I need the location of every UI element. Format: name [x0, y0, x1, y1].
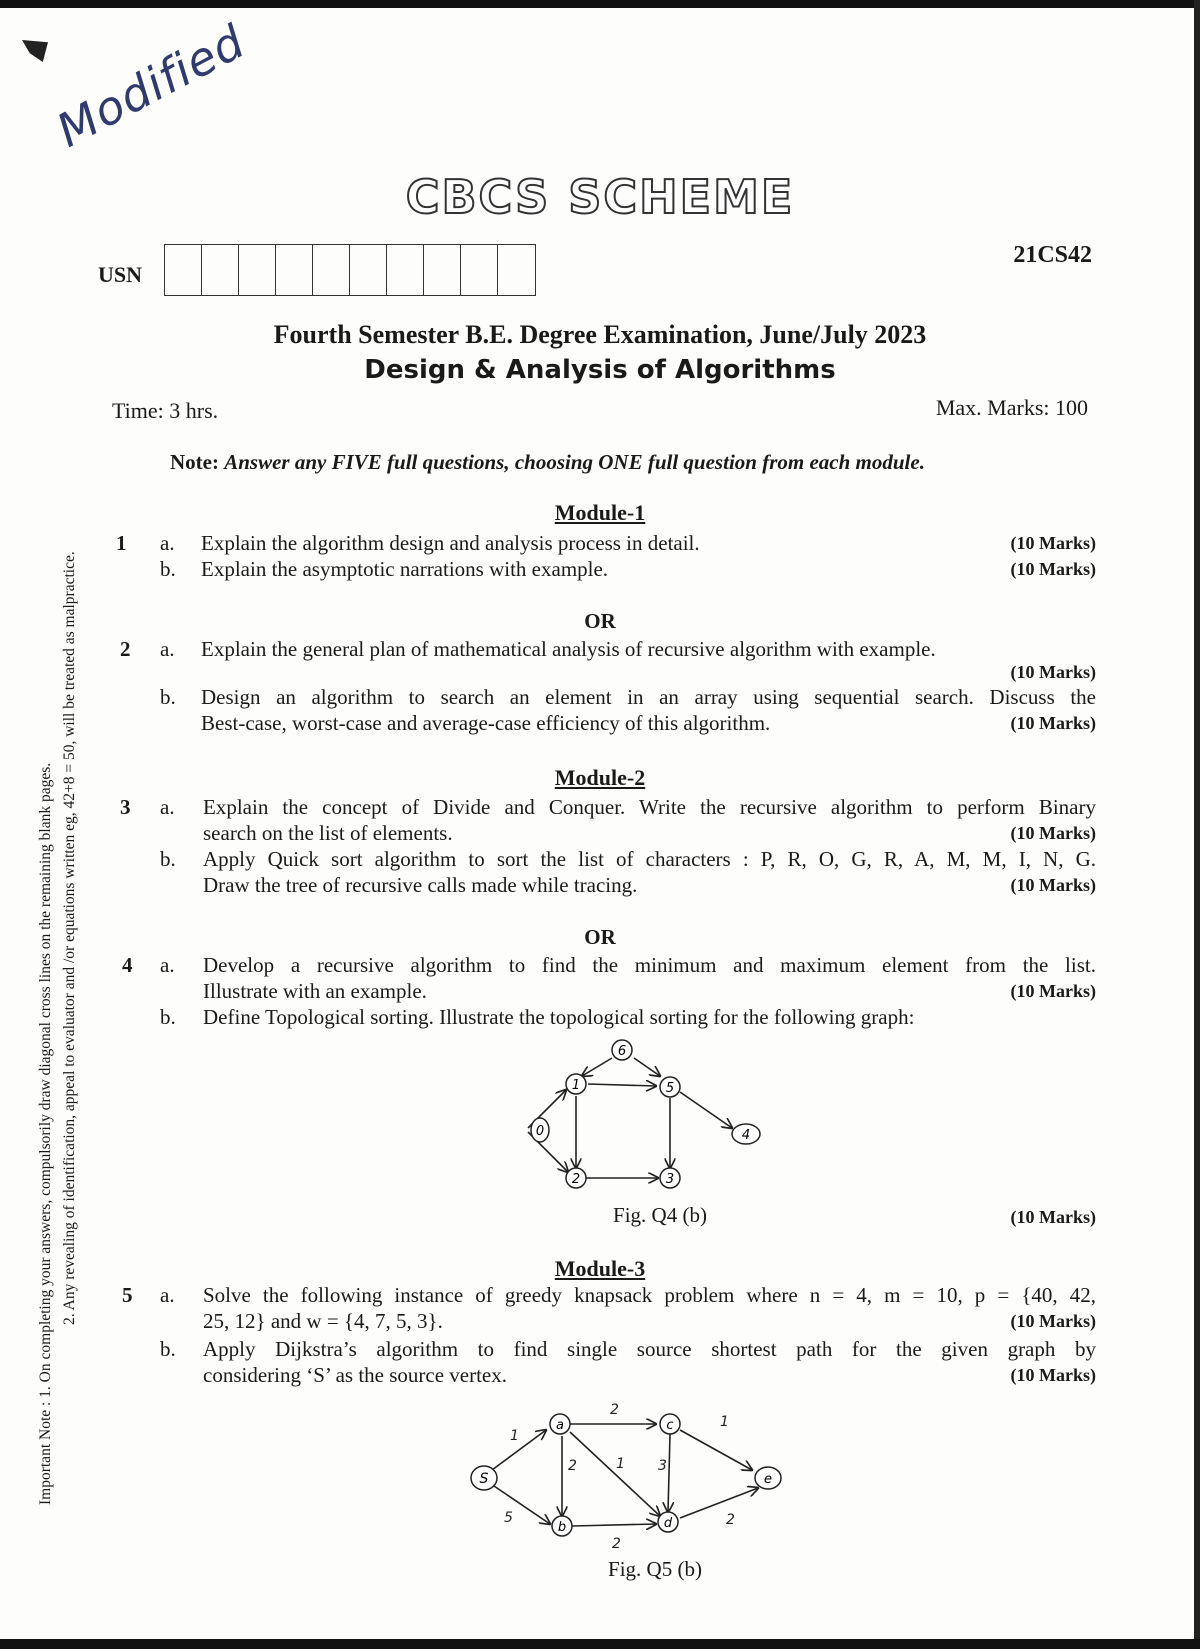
usn-digit-box: [239, 245, 276, 295]
q2-number: 2: [120, 637, 131, 661]
subject-code: 21CS42: [1013, 242, 1092, 268]
q1a-marks: (10 Marks): [1010, 533, 1096, 553]
weight-ab: 2: [568, 1458, 577, 1474]
note-text: Answer any FIVE full questions, choosing ONE full question from each module.: [224, 450, 925, 474]
svg-text:1: 1: [571, 1078, 581, 1093]
edge-d-e: [680, 1488, 758, 1518]
q4a-marks: (10 Marks): [1010, 981, 1096, 1001]
weight-sa: 1: [510, 1428, 519, 1444]
q2a-label: a.: [160, 637, 175, 661]
usn-digit-box: [276, 245, 313, 295]
exam-time: Time: 3 hrs.: [112, 398, 219, 423]
usn-digit-box: [387, 245, 424, 295]
node-4: [732, 1124, 760, 1144]
q3a-label: a.: [160, 795, 175, 819]
q5b-line2: considering ‘S’ as the source vertex.: [203, 1363, 508, 1387]
handwritten-note: Modified: [48, 14, 254, 158]
q3b-label: b.: [160, 847, 176, 871]
q5b-label: b.: [160, 1337, 176, 1361]
usn-boxes: [164, 244, 536, 296]
edge-6-1: [582, 1058, 612, 1076]
q3b-line1: Apply Quick sort algorithm to sort the list of characters : P, R, O, G, R, A, M, M, I, N, G.: [203, 847, 1096, 871]
q3a-line2: search on the list of elements.: [203, 821, 453, 845]
edge-c-d: [668, 1434, 670, 1512]
usn-digit-box: [313, 245, 350, 295]
corner-mark: [22, 40, 48, 62]
q3b-line2: Draw the tree of recursive calls made while tracing.: [203, 873, 638, 897]
node-e: [755, 1467, 781, 1489]
edge-c-e: [680, 1430, 752, 1470]
edge-b-d: [572, 1524, 656, 1526]
weight-bd: 2: [612, 1536, 621, 1552]
q4-number: 4: [122, 953, 133, 977]
node-1: [566, 1074, 586, 1094]
node-5: [660, 1077, 680, 1097]
scan-top-edge: [0, 0, 1200, 8]
svg-text:5: 5: [665, 1081, 675, 1096]
svg-text:c: c: [666, 1418, 674, 1433]
usn-digit-box: [350, 245, 387, 295]
instructions-note: [170, 450, 925, 475]
q3-number: 3: [120, 795, 131, 819]
weight-ad: 1: [616, 1456, 625, 1472]
svg-text:e: e: [764, 1472, 772, 1487]
q5a-label: a.: [160, 1283, 175, 1307]
q2b-marks: (10 Marks): [1010, 713, 1096, 733]
node-3: [660, 1168, 680, 1188]
q4b-label: b.: [160, 1005, 176, 1029]
q1b-label: b.: [160, 557, 176, 581]
or-divider-1: OR: [584, 609, 616, 633]
q2b-line1: Design an algorithm to search an element in an array using sequential search. Discuss the: [201, 685, 1096, 709]
node-c: [660, 1414, 680, 1434]
node-a: [550, 1414, 570, 1434]
svg-text:S: S: [479, 1471, 489, 1487]
max-marks: Max. Marks: 100: [935, 395, 1088, 420]
module-2-heading: Module-2: [554, 765, 646, 790]
q1-number: 1: [116, 531, 127, 555]
fig-q5b-caption: Fig. Q5 (b): [608, 1557, 702, 1581]
node-6: [612, 1040, 632, 1060]
node-d: [658, 1512, 678, 1532]
svg-text:b: b: [557, 1520, 567, 1535]
q5-number: 5: [122, 1283, 133, 1307]
exam-title: Fourth Semester B.E. Degree Examination, June/July 2023: [273, 320, 927, 349]
q5b-line1: Apply Dijkstra’s algorithm to find single source shortest path for the given graph by: [203, 1337, 1096, 1361]
q3a-line1: Explain the concept of Divide and Conquer. Write the recursive algorithm to perform Binary: [203, 795, 1096, 819]
edge-1-5: [588, 1084, 656, 1086]
fig-q4b-caption: Fig. Q4 (b): [613, 1203, 707, 1227]
q5a-line1: Solve the following instance of greedy knapsack problem where n = 4, m = 10, p = {40, 42,: [203, 1283, 1096, 1307]
dijkstra-graph: [470, 1388, 830, 1552]
q4a-line1: Develop a recursive algorithm to find the minimum and maximum element from the list.: [203, 953, 1096, 977]
or-divider-2: OR: [584, 925, 616, 949]
q1b-text: Explain the asymptotic narrations with example.: [201, 557, 609, 581]
note-label: Note:: [170, 450, 219, 474]
q4b-marks: (10 Marks): [1010, 1207, 1096, 1227]
node-0: [531, 1118, 549, 1142]
svg-text:6: 6: [617, 1044, 627, 1059]
edge-s-b: [494, 1486, 550, 1524]
scan-bottom-edge: [0, 1639, 1200, 1649]
q2a-marks: (10 Marks): [1010, 662, 1096, 682]
scheme-title: CBCS SCHEME: [405, 170, 795, 224]
weight-ce: 1: [720, 1414, 729, 1430]
node-s: [471, 1466, 497, 1490]
usn-label: USN: [98, 262, 143, 287]
usn-digit-box: [424, 245, 461, 295]
svg-text:d: d: [663, 1516, 673, 1531]
module-1-heading: Module-1: [554, 500, 646, 525]
subject-title: Design & Analysis of Algorithms: [364, 355, 836, 385]
edge-5-4: [680, 1092, 732, 1128]
module-3-heading: Module-3: [554, 1256, 646, 1281]
svg-text:a: a: [556, 1418, 564, 1433]
important-note-line2: 2. Any revealing of identification, appeal to evaluator and /or equations written eg, 42+8 = 50, will be treated as malpractice.: [61, 551, 78, 1325]
q1a-label: a.: [160, 531, 175, 555]
topological-graph: [520, 1032, 800, 1192]
edge-s-a: [492, 1430, 546, 1470]
svg-text:0: 0: [535, 1124, 545, 1139]
node-2: [566, 1168, 586, 1188]
q1a-text: Explain the algorithm design and analysis process in detail.: [201, 531, 700, 555]
edge-a-d: [570, 1432, 660, 1516]
q5a-marks: (10 Marks): [1010, 1311, 1096, 1331]
q5a-line2: 25, 12} and w = {4, 7, 5, 3}.: [203, 1309, 443, 1333]
usn-digit-box: [498, 245, 535, 295]
scan-right-edge: [1194, 0, 1200, 1649]
q2b-line2: Best-case, worst-case and average-case efficiency of this algorithm.: [201, 711, 771, 735]
usn-digit-box: [202, 245, 239, 295]
node-b: [552, 1516, 572, 1536]
usn-digit-box: [165, 245, 202, 295]
weight-ac: 2: [610, 1402, 619, 1418]
q5b-marks: (10 Marks): [1010, 1365, 1096, 1385]
edge-6-5: [634, 1058, 660, 1076]
q2b-label: b.: [160, 685, 176, 709]
q4b-text: Define Topological sorting. Illustrate the topological sorting for the following graph:: [203, 1005, 915, 1029]
svg-text:2: 2: [571, 1172, 581, 1187]
svg-text:4: 4: [741, 1128, 751, 1143]
q3b-marks: (10 Marks): [1010, 875, 1096, 895]
weight-cd: 3: [658, 1458, 667, 1474]
q2a-text: Explain the general plan of mathematical analysis of recursive algorithm with example.: [201, 637, 936, 661]
q4a-line2: Illustrate with an example.: [203, 979, 427, 1003]
svg-text:3: 3: [665, 1172, 675, 1187]
important-note-line1: Important Note : 1. On completing your answers, compulsorily draw diagonal cross lines on the remaining blank pages.: [37, 762, 54, 1505]
q4a-label: a.: [160, 953, 175, 977]
usn-digit-box: [461, 245, 498, 295]
weight-sb: 5: [504, 1510, 513, 1526]
q3a-marks: (10 Marks): [1010, 823, 1096, 843]
weight-de: 2: [726, 1512, 735, 1528]
q1b-marks: (10 Marks): [1010, 559, 1096, 579]
